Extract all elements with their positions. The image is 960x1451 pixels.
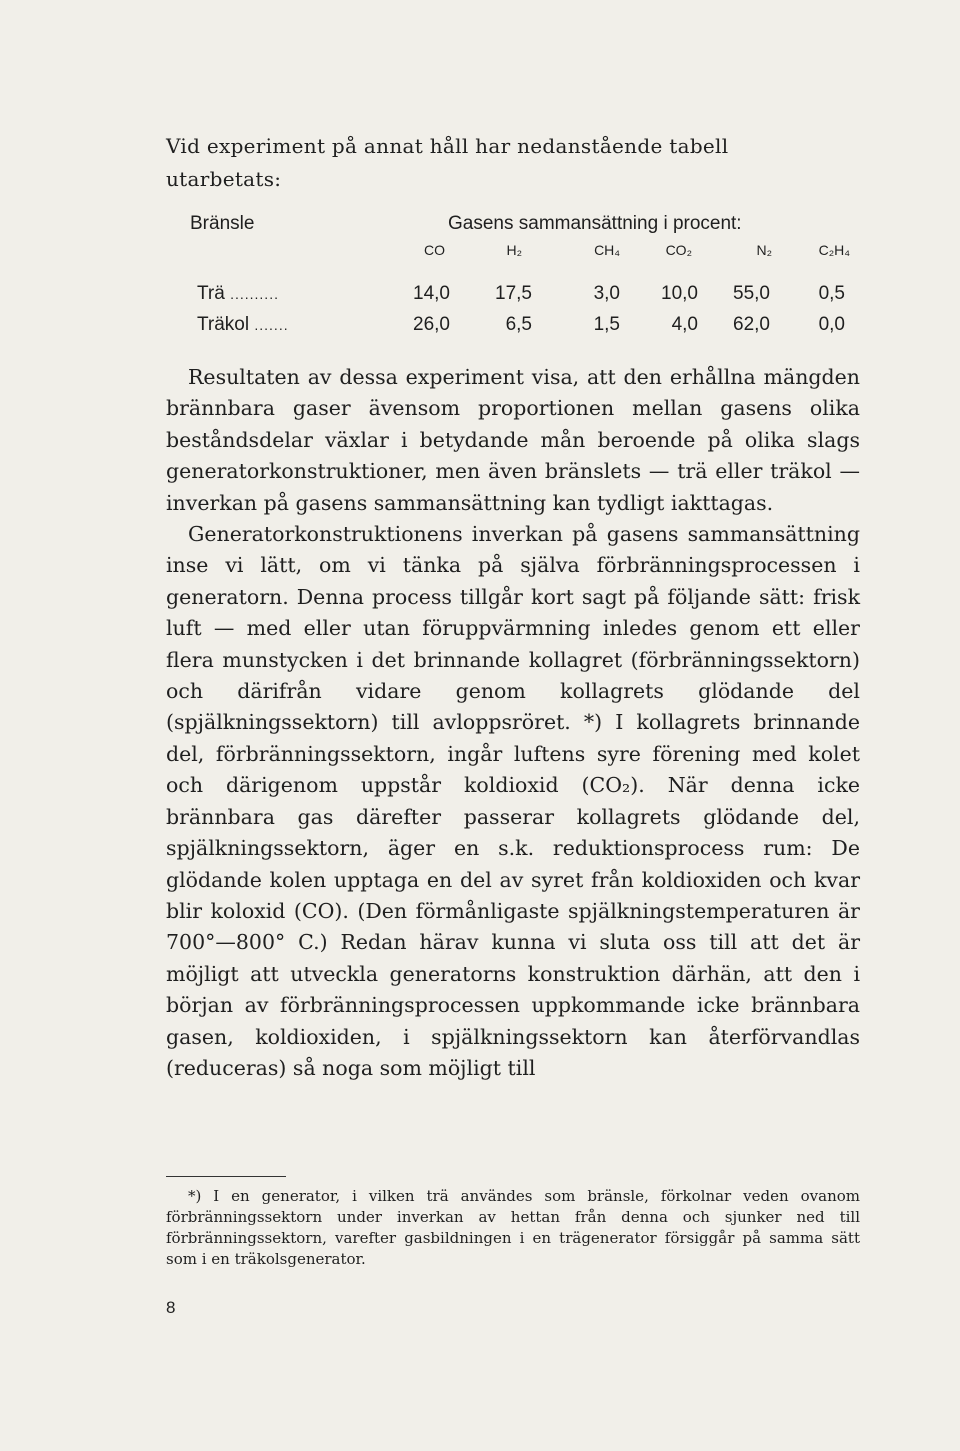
footnote-divider <box>166 1176 286 1177</box>
table-cell: 0,5 <box>818 283 845 304</box>
page-number: 8 <box>166 1298 176 1317</box>
intro-line-1: Vid experiment på annat håll har nedanstående tabell <box>166 134 729 158</box>
row-label: Trä .......... <box>197 283 279 304</box>
footnote-text: *) I en generator, i vilken trä användes som bränsle, förkolnar veden ovanom förbränningssektorn under inverkan av hettan från denna och sjunker ned till förbränningssektorn, varefter gasbildningen i en trägenerator försiggår på samma sätt som i en träkolsgenerator. <box>166 1187 860 1268</box>
body-text <box>166 362 860 1084</box>
table-cell: 17,5 <box>495 283 532 304</box>
column-header: H₂ <box>506 242 522 258</box>
paragraph: Generatorkonstruktionens inverkan på gasens sammansättning inse vi lätt, om vi tänka på själva förbränningsprocessen i generatorn. Denna process tillgår kort sagt på följande sätt: frisk luft — med eller utan föruppvärmning inledes genom ett eller flera munstycken i det brinnande kollagret (förbränningssektorn) och därifrån vidare genom kollagrets glödande del (spjälkningssektorn) till avloppsröret. *) I kollagrets brinnande del, förbränningssektorn, ingår luftens syre förening med kolet och därigenom uppstår koldioxid (CO₂). När denna icke brännbara gas därefter passerar kollagrets glödande del, spjälkningssektorn, äger en s.k. reduktionsprocess rum: De glödande kolen upptaga en del av syret från koldioxiden och kvar blir koloxid (CO). (Den förmånligaste spjälkningstemperaturen är 700°—800° C.) Redan härav kunna vi sluta oss till att det är möjligt att utveckla generatorns konstruktion därhän, att den i början av förbränningsprocessen uppkommande icke brännbara gasen, koldioxiden, i spjälkningssektorn kan återförvandlas (reduceras) så noga som möjligt till <box>166 522 860 1080</box>
intro-line-2: utarbetats: <box>166 167 282 191</box>
table-cell: 0,0 <box>818 314 845 335</box>
table-cell: 62,0 <box>733 314 770 335</box>
column-header: N₂ <box>756 242 772 258</box>
footnote <box>166 1186 860 1270</box>
paragraph: Resultaten av dessa experiment visa, att den erhållna mängden brännbara gaser ävensom proportionen mellan gasens olika beståndsdelar växlar i betydande mån beroende på olika slags generatorkonstruktioner, men även bränslets — trä eller träkol — inverkan på gasens sammansättning kan tydligt iakttagas. <box>166 365 860 515</box>
table-cell: 4,0 <box>671 314 698 335</box>
composition-header: Gasens sammansättning i procent: <box>448 213 742 234</box>
column-header: C₂H₄ <box>818 242 850 258</box>
table-cell: 1,5 <box>593 314 620 335</box>
row-label: Träkol ....... <box>197 314 289 335</box>
column-header: CO <box>424 242 445 258</box>
fuel-header: Bränsle <box>190 213 255 234</box>
column-header: CH₄ <box>594 242 620 258</box>
table-cell: 3,0 <box>593 283 620 304</box>
intro-text <box>166 130 860 196</box>
table-cell: 26,0 <box>413 314 450 335</box>
table-cell: 6,5 <box>505 314 532 335</box>
table-cell: 14,0 <box>413 283 450 304</box>
table-cell: 10,0 <box>661 283 698 304</box>
column-header: CO₂ <box>665 242 692 258</box>
table-cell: 55,0 <box>733 283 770 304</box>
